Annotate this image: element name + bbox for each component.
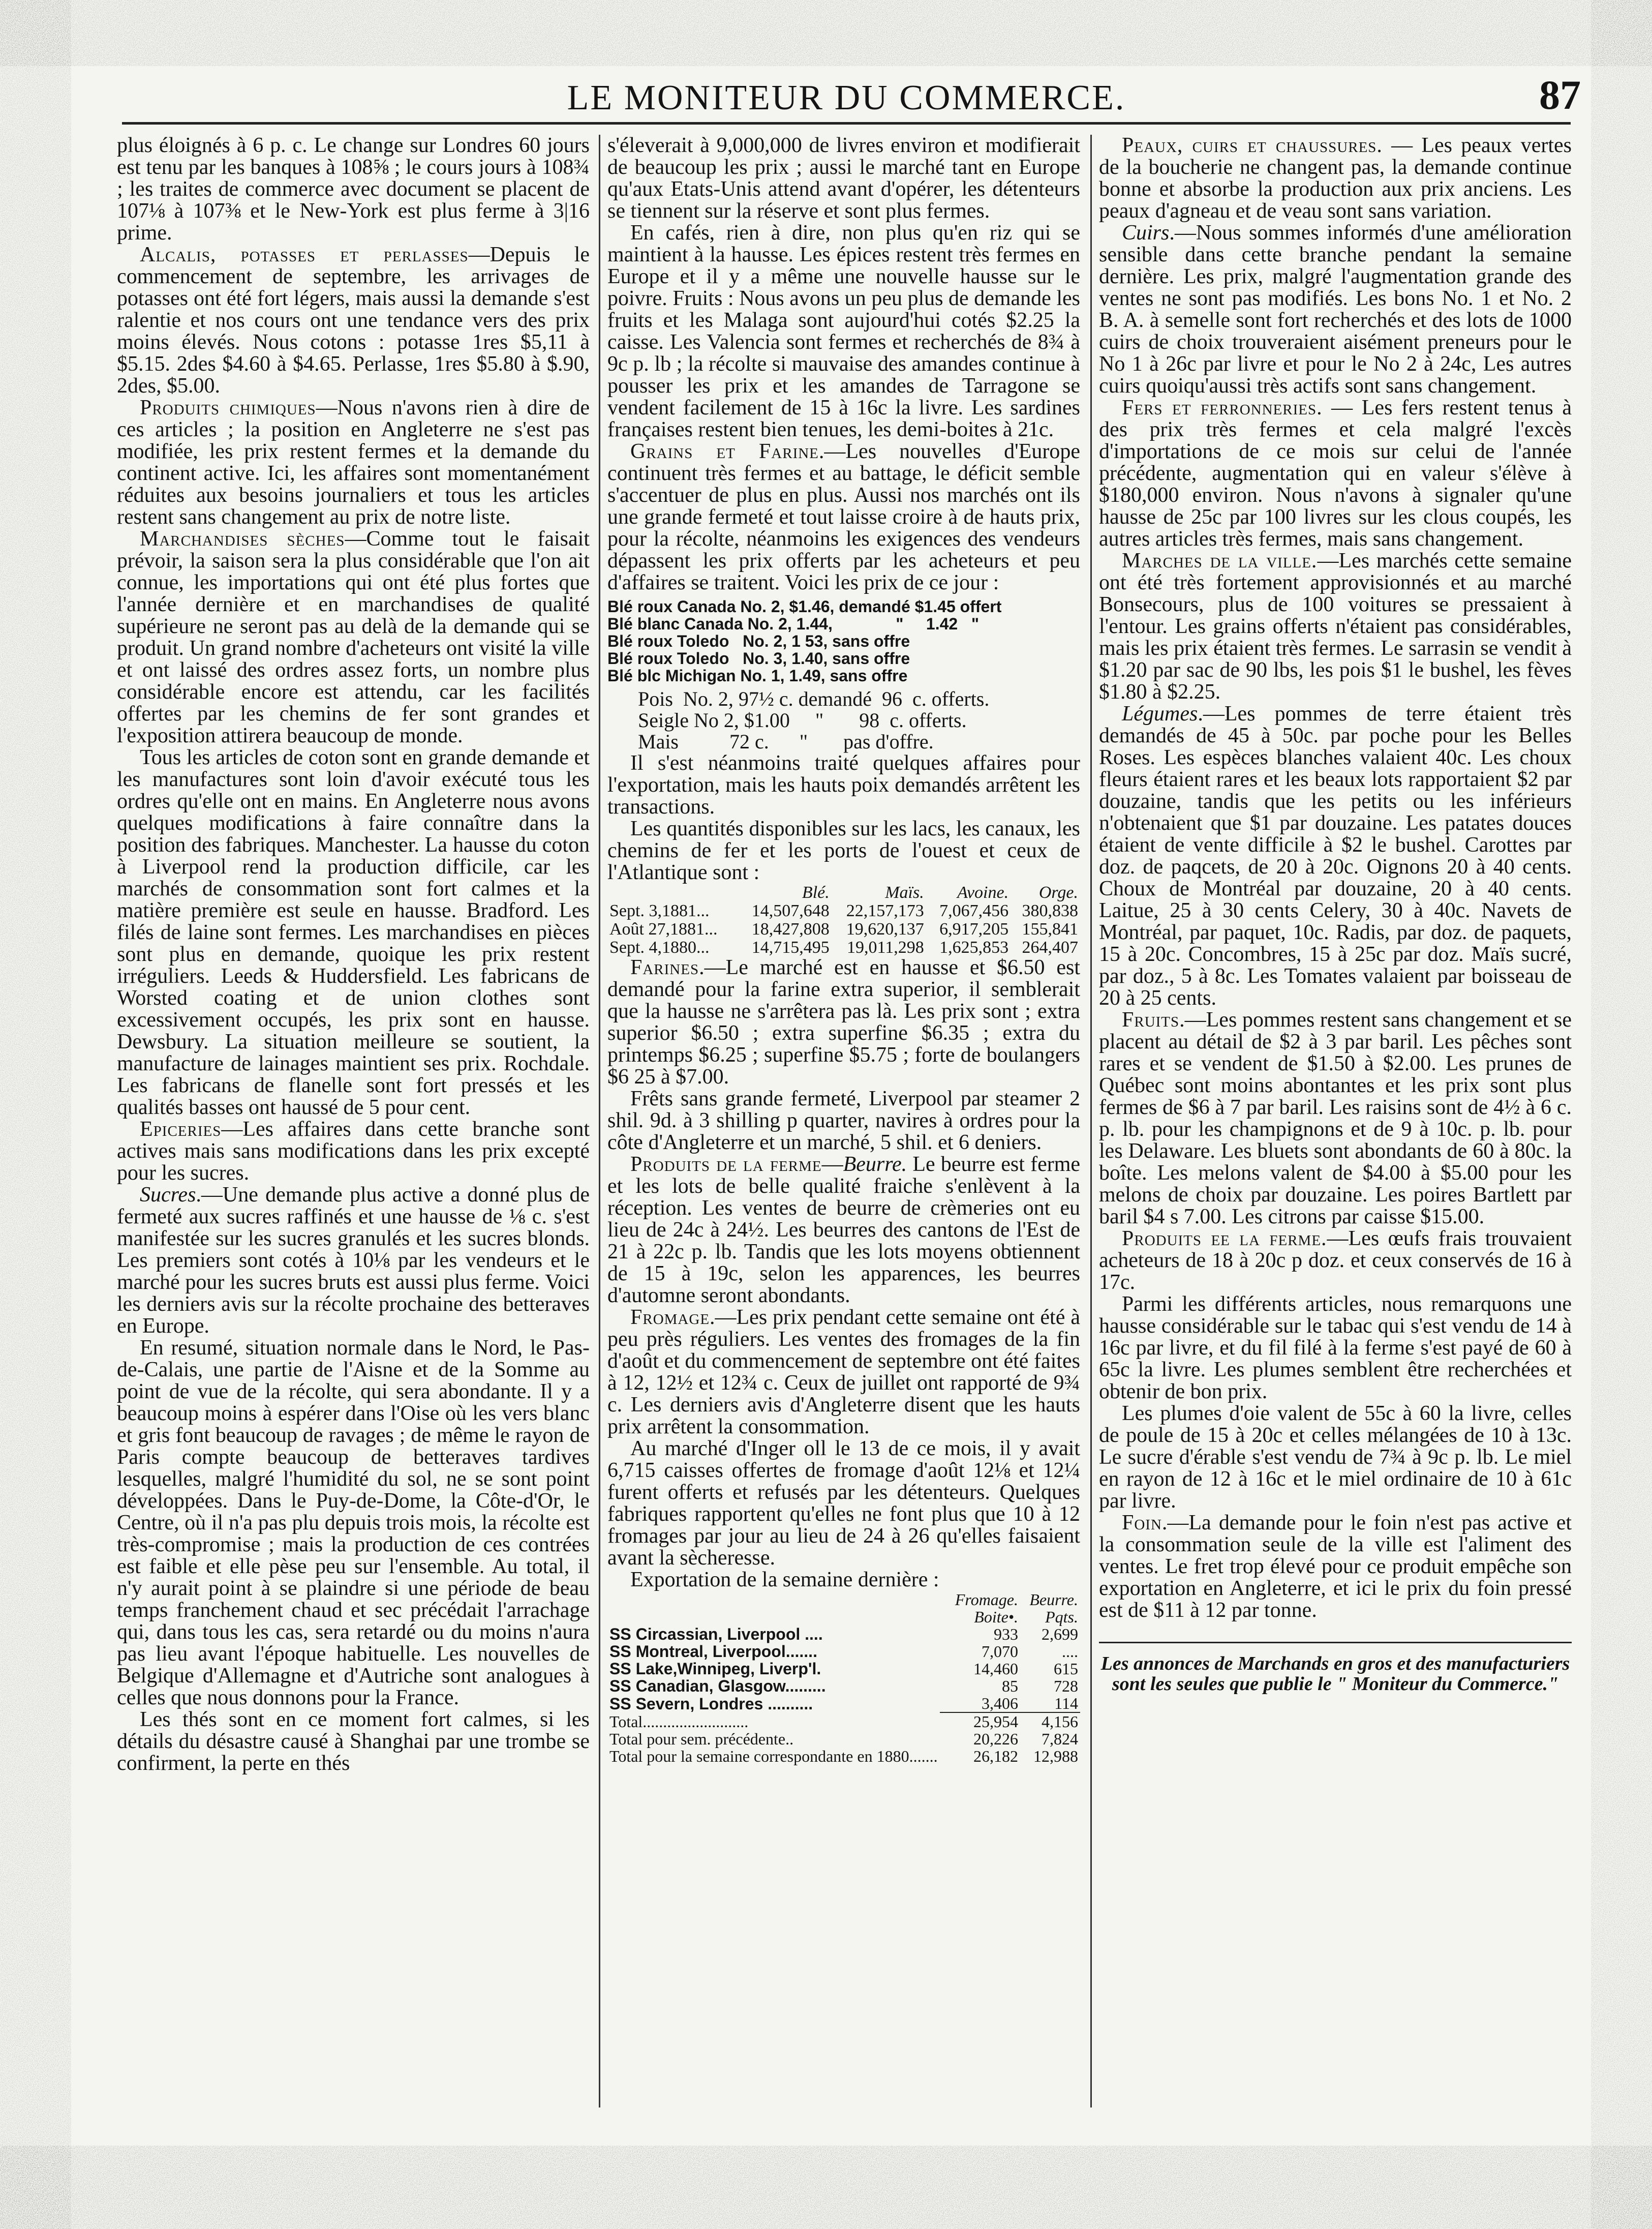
table-cell: Total pour sem. précédente..: [609, 1730, 794, 1748]
table-cell: 26,182: [973, 1747, 1018, 1765]
export-table: [607, 1591, 1080, 1765]
column-1: [117, 135, 590, 2118]
page-number: 87: [1539, 72, 1581, 118]
table-header-row: [607, 1591, 1080, 1625]
section-heading: Produits de la ferme: [630, 1153, 822, 1176]
section-heading: Fers et ferronneries.: [1122, 396, 1323, 419]
table-cell: 380,838: [1022, 901, 1078, 920]
paragraph: Exportation de la semaine dernière :: [630, 1568, 939, 1591]
paragraph-text: — Les peaux vertes de la boucherie ne changent pas, la demande continue bonne et absorbe la production aux prix anciens. Les peaux d'agneau et de veau sont sans variation.: [1099, 135, 1572, 223]
table-cell: Sept. 3,1881...: [609, 901, 710, 920]
price-row: Blé roux Canada No. 2, $1.46, demandé $1.45 offert: [607, 597, 1002, 616]
table-cell: 7,824: [1042, 1730, 1078, 1748]
table-header: [607, 884, 737, 902]
paragraph-text: —Les marchés cette semaine ont été très fortement approvisionnés et au marché Bonsecours, plus de 100 voitures se pressaient à l'entour. Les grains offerts n'étaient pas considérables, mais les prix étaient très fermes. Le sarrasin se vendit à $1.20 par sac de 90 lbs, les pois $1 le bushel, les fèves $1.80 à $2.25.: [1099, 549, 1572, 704]
table-cell: 1,625,853: [939, 938, 1009, 957]
table-row: [607, 939, 1080, 957]
paragraph-text: .—Les nouvelles d'Europe continuent très fermes et au battage, le déficit semble s'accentuer de plus en plus. Aussi nos marchés ont ils une grande fermeté et tout laisse croire à de hauts prix, pour la récolte, néanmoins les exigences des vendeurs dépassent les prix offerts par les acheteurs et peu d'affaires se traitent. Voici les prix de ce jour :: [607, 440, 1080, 594]
table-header: Orge.: [1038, 883, 1078, 902]
paragraph: [607, 957, 1080, 1088]
table-cell: SS Circassian, Liverpool ....: [609, 1625, 823, 1643]
paragraph: En cafés, rien à dire, non plus qu'en riz qui se maintient à la hausse. Les épices restent très fermes en Europe et il y a même une nouvelle hausse sur le poivre. Fruits : Nous avons un peu plus de demande les fruits et les Malaga sont aujourd'hui cotés $2.25 la caisse. Les Valencia sont fermes et recherchés de 8¾ à 9c p. lb ; la récolte si mauvaise des amandes continue à pousser les prix et les amandes de Tarragone se vendent facilement de 15 à 16c la livre. Les sardines françaises restent bien tenues, les demi-boites à 21c.: [607, 221, 1080, 441]
paragraph-text: —Les œufs frais trouvaient acheteurs de 18 à 20c p doz. et ceux conservés de 16 à 17c.: [1099, 1227, 1572, 1294]
table-cell: 85: [1002, 1677, 1018, 1695]
table-cell: 155,841: [1022, 920, 1078, 939]
paragraph: En resumé, situation normale dans le Nord, le Pas-de-Calais, une partie de l'Aisne et de la Somme au point de vue de la récolte, qui sera abondante. Il y a beaucoup moins à espérer dans l'Oise où les vers blanc et gris font beaucoup de ravages ; de même le rayon de Paris compte beaucoup de betteraves tardives lesquelles, malgré l'humidité du sol, ne se sont point développées. Dans le Puy-de-Dome, la Côte-d'Or, le Centre, où il n'a pas plu depuis trois mois, la récolte est très-compromise ; mais la production de ces contrées est faible et elle pèse peu sur l'ensemble. Au total, il n'y aurait point à se plaindre si une période de beau temps franchement chaud et sec précédait l'arrachage qui, dans tous les cas, sera retardé ou du moins n'aura pas lieu avant l'époque habituelle. Les nouvelles de Belgique d'Allemagne et d'Autriche sont analogues à celles que nous donnons pour la France.: [117, 1336, 590, 1709]
paragraph: [1099, 1228, 1572, 1293]
table-row: [607, 1643, 1080, 1660]
section-heading: Marchandises sèches: [140, 527, 345, 551]
section-heading: Farines: [630, 956, 699, 979]
masthead: [122, 72, 1581, 125]
table-cell: SS Canadian, Glasgow.........: [609, 1677, 826, 1695]
paragraph: [117, 528, 590, 747]
table-header: Blé.: [802, 883, 830, 902]
table-cell: Sept. 4,1880...: [609, 938, 710, 957]
table-cell: 25,954: [940, 1712, 1020, 1730]
table-cell: SS Severn, Londres ..........: [609, 1694, 813, 1713]
section-heading: Produits ee la ferme.: [1122, 1227, 1327, 1250]
price-row: Pois No. 2, 97½ c. demandé 96 c. offerts.: [638, 687, 990, 710]
table-cell: 14,507,648: [751, 901, 830, 920]
table-cell: 3,406: [982, 1694, 1018, 1712]
table-row: [607, 1695, 1080, 1712]
paragraph: Au marché d'Inger oll le 13 de ce mois, il y avait 6,715 caisses offertes de fromage d'août 12⅛ et 12¼ furent offerts et refusés par les détenteurs. Quelques fabriques rapportent qu'elles ne font plus que 10 à 12 fromages par jour au lieu de 24 à 26 qu'elles faisaient avant la sècheresse.: [607, 1437, 1080, 1570]
table-cell: 7,067,456: [939, 901, 1009, 920]
table-cell: 20,226: [973, 1730, 1018, 1748]
section-heading: Epiceries: [140, 1118, 222, 1141]
paragraph: [117, 397, 590, 528]
price-row: Blé roux Toledo No. 2, 1 53, sans offre: [607, 632, 910, 650]
table-cell: 19,620,137: [846, 920, 924, 939]
section-heading: Marches de la ville.: [1122, 549, 1318, 573]
paragraph: Les quantités disponibles sur les lacs, les canaux, les chemins de fer et les ports de l'ouest et ceux de l'Atlantique sont :: [607, 817, 1080, 884]
table-cell: 19,011,298: [846, 938, 924, 957]
paragraph-text: .—Les pommes de terre étaient très demandés de 45 à 50c. par poche pour les Belles Roses. Les espèces blanches valaient 40c. Les choux fleurs étaient rares et les beaux lots rapportaient $2 par douzaine, tandis que les petits ou les inférieurs n'obtenaient que $1 par douzaine. Les patates douces étaient de vente difficile à $2 le bushel. Carottes par doz. de paqcets, de 20 à 20c. Oignons 20 à 40 cents. Choux de Montréal par douzaine, 20 à 40 cents. Laitue, 25 à 30 cents Celery, 30 à 40c. Navets de Montréal, par paquet, 10c. Radis, par doz. de paquets, 15 à 20c. Concombres, 15 à 25c par doz. Maïs sucré, par doz., 5 à 8c. Les Tomates valaient par boisseau de 20 à 25 cents.: [1099, 702, 1572, 1010]
section-heading: Foin: [1122, 1511, 1162, 1534]
paragraph-text: .—Les prix pendant cette semaine ont été à peu près réguliers. Les ventes des fromages de la fin d'août et du commencement de septembre ont été faites à 12, 12½ et 12¾ c. Ceux de juillet ont rapporté de 9¾ c. Les derniers avis d'Angleterre disent que les hauts prix arrêtent la consommation.: [607, 1306, 1080, 1438]
price-row: Blé roux Toledo No. 3, 1.40, sans offre: [607, 649, 910, 668]
paragraph: [1099, 397, 1572, 550]
table-cell: 18,427,808: [751, 920, 830, 939]
paragraph-text: —Comme tout le faisait prévoir, la saison sera la plus considérable que l'on ait connue, les importations qui ont été plus fortes que l'année dernière et en marchandises de qualité supérieure ne seront pas au delà de la demande qui se produit. Un grand nombre d'acheteurs ont visité la ville et ont laissé des ordres assez forts, un nombre plus considérable encore est attendu, car les facilités offertes par les chemins de fer sont grandes et l'exposition attirera beaucoup de monde.: [117, 527, 590, 747]
paragraph-text: —Les affaires dans cette branche sont actives mais sans modifications dans les prix excepté pour les sucres.: [117, 1118, 590, 1185]
table-cell: 6,917,205: [939, 920, 1009, 939]
table-cell: 2,699: [1042, 1625, 1078, 1643]
table-cell: 7,070: [982, 1642, 1018, 1661]
table-cell: 12,988: [1033, 1747, 1078, 1765]
paragraph: Il s'est néanmoins traité quelques affaires pour l'exportation, mais les hauts poix demandés arrêtent les transactions.: [607, 751, 1080, 819]
paragraph-text: .—Le marché est en hausse et $6.50 est demandé pour la farine extra superior, il semblerait que la hausse ne s'arrêtera pas là. Les prix sont ; extra superior $6.50 ; extra superfine $6.35 ; extra du printemps $6.25 ; superfine $5.75 ; forte de boulangers $6 25 à $7.00.: [607, 956, 1080, 1089]
table-row: [607, 1625, 1080, 1643]
publisher-notice: Les annonces de Marchands en gros et des manufacturiers sont les seules que publie le " Moniteur du Commerce.": [1099, 1642, 1572, 1694]
paragraph-text: .—Nous sommes informés d'une amélioration sensible dans cette branche pendant la semaine dernière. Les prix, malgré l'augmentation grande des ventes ne sont pas modifiés. Les bons No. 1 et No. 2 B. A. à semelle sont fort recherchés et des lots de 1000 cuirs de choix trouveraient aisément preneurs pour le No 1 à 26c par livre et pour le No 2 à 24c, Les autres cuirs quoiqu'aussi très actifs sont sans changement.: [1099, 221, 1572, 398]
paragraph-text: —Depuis le commencement de septembre, les arrivages de potasses ont été fort légers, mais aussi la demande s'est ralentie et nos cours ont une tendance vers des prix moins élevés. Nous cotons : potasse 1res $5,11 à $5.15. 2des $4.60 à $4.65. Perlasse, 1res $5.80 à $.90, 2des, $5.00.: [117, 243, 590, 398]
table-header: Beurre. Pqts.: [1029, 1590, 1078, 1626]
table-row: [607, 902, 1080, 920]
table-total-row: [607, 1748, 1080, 1765]
grain-stock-table: [607, 884, 1080, 957]
paragraph: [117, 244, 590, 397]
section-heading: Produits chimiques: [140, 396, 316, 419]
table-header: Avoine.: [957, 883, 1009, 902]
paragraph: [1099, 703, 1572, 1009]
section-heading: Cuirs: [1122, 221, 1170, 245]
table-header: Maïs.: [885, 883, 924, 902]
column-rule-2: [1090, 135, 1092, 2107]
paragraph: [1099, 1512, 1572, 1621]
paragraph: plus éloignés à 6 p. c. Le change sur Londres 60 jours est tenu par les banques à 108⅝ ; le cours jours à 108¾ ; les traites de commerce avec document se placent de 107⅛ à 107⅜ et le New-York est plus ferme à 3|16 prime.: [117, 135, 590, 245]
paragraph-text: .—La demande pour le foin n'est pas active et la consommation seule de la ville est l'aliment des ventes. Le fret trop élevé pour ce produit empêche son exportation en Angleterre, et ici le prix du foin pressé est de $11 à 12 par tonne.: [1099, 1511, 1572, 1622]
paragraph-text: .—Une demande plus active a donné plus de fermeté aux sucres raffinés et une hausse de ⅛ c. s'est manifestée sur les sucres granulés et les sucres blonds. Les premiers sont cotés à 10⅛ par les vendeurs et le marché pour les sucres bruts est aussi plus ferme. Voici les derniers avis sur la récolte prochaine des betteraves en Europe.: [117, 1183, 590, 1338]
paragraph-text: — Les fers restent tenus à des prix très fermes et cela malgré l'excès d'importations de ce mois sur celui de l'année précédente, augmentation qui en valeur s'élève à $180,000 environ. Nous n'avons à signaler qu'une hausse de 25c par 100 livres sur les clous coupés, les autres articles très fermes, mais sans changement.: [1099, 396, 1572, 551]
table-cell: SS Montreal, Liverpool.......: [609, 1642, 817, 1661]
paragraph-text: .—Les pommes restent sans changement et se placent au détail de $2 à 3 par baril. Les pêches sont rares et se vendent de $1.50 à $2.00. Les prunes de Québec sont moins abontantes et les prix sont plus fermes de $6 à 7 par baril. Les raisins sont de 4½ à 6 c. p. lb. pour les champignons et de 9 à 10c. p. lb. pour les Delaware. Les bluets sont abondants de 60 à 80c. la boîte. Les melons valent de $4.00 à $5.00 pour les melons de choix par douzaine. Les poires Bartlett par baril $4 s 7.00. Les citrons par caisse $15.00.: [1099, 1008, 1572, 1228]
table-header-row: [607, 884, 1080, 902]
paragraph: s'éleverait à 9,000,000 de livres environ et modifierait de beaucoup les prix ; aussi le marché tant en Europe qu'aux Etats-Unis attend avant d'opérer, les détenteurs se tiennent sur la réserve et sont plus fermes.: [607, 135, 1080, 223]
section-subheading: Beurre.: [843, 1153, 907, 1176]
table-cell: 14,715,495: [751, 938, 830, 957]
table-total-row: [607, 1730, 1080, 1748]
paragraph-text: —Nous n'avons rien à dire de ces articles ; la position en Angleterre ne s'est pas modifiée, les prix restent fermes et la demande du continent active. Ici, les affaires sont momentanément réduites aux besoins journaliers et tous les articles restent sans changement au prix de notre liste.: [117, 396, 590, 529]
section-heading: Grains et Farine: [630, 440, 819, 463]
table-cell: 22,157,173: [846, 901, 924, 920]
table-cell: 933: [994, 1625, 1018, 1643]
section-heading: Légumes: [1122, 702, 1198, 726]
paragraph: [1099, 222, 1572, 397]
paragraph: [607, 1307, 1080, 1438]
table-cell: 728: [1054, 1677, 1078, 1695]
price-row: Blé blanc Canada No. 2, 1.44, " 1.42 ": [607, 615, 980, 633]
price-row: Blé blc Michigan No. 1, 1.49, sans offre: [607, 667, 908, 685]
section-heading: Fruits: [1122, 1008, 1180, 1032]
paragraph: Les thés sont en ce moment fort calmes, si les détails du désastre causé à Shanghai par une trombe se confirment, la perte en thés: [117, 1708, 590, 1775]
section-heading: Fromage: [630, 1306, 710, 1329]
paragraph: [607, 441, 1080, 594]
price-row: Seigle No 2, $1.00 " 98 c. offerts.: [638, 709, 967, 732]
paragraph: Les plumes d'oie valent de 55c à 60 la livre, celles de poule de 15 à 20c et celles mélangées de 10 à 13c. Le sucre d'érable s'est vendu de 7¾ à 9c p. lb. Le miel en rayon de 12 à 16c et le miel ordinaire de 10 à 61c par livre.: [1099, 1402, 1572, 1513]
page-title: LE MONITEUR DU COMMERCE.: [567, 78, 1126, 117]
table-cell: Total pour la semaine correspondante en 1880.......: [609, 1747, 938, 1765]
table-row: [607, 920, 1080, 939]
table-cell: ....: [1062, 1642, 1078, 1661]
paragraph: [1099, 550, 1572, 703]
paragraph: Parmi les différents articles, nous remarquons une hausse considérable sur le tabac qui s'est vendu de 14 à 16c par livre, et du fil filé à la ferme s'est payé de 60 à 65c la livre. Les plumes semblent être recherchées et obtenir de bon prix.: [1099, 1292, 1572, 1403]
column-3: [1099, 135, 1572, 2118]
table-cell: 4,156: [1020, 1712, 1080, 1730]
column-rule-1: [599, 135, 600, 2107]
column-2: [607, 135, 1080, 2118]
section-heading: Sucres: [140, 1183, 196, 1207]
table-row: [607, 1660, 1080, 1677]
paragraph: Tous les articles de coton sont en grande demande et les manufactures sont loin d'avoir exécuté tous les ordres qu'elle ont en mains. En Angleterre nous avons quelques modifications à faire connaître dans la position des fabriques. Manchester. La hausse du coton à Liverpool rend la production difficile, car les marchés de consommation sont fort calmes et la matière première est seule en hausse. Bradford. Les filés de laine sont fermes. Les marchandises en pièces sont plus en demande, quoique les prix restent irréguliers. Leeds & Huddersfield. Les fabricans de Worsted coating et de union clothes sont excessivement occupés, les prix sont en hausse. Dewsbury. La situation meilleure se soutient, la manufacture de lainages maintient ses prix. Rochdale. Les fabricans de flanelle sont fort pressés et les qualités basses ont haussé de 5 pour cent.: [117, 746, 590, 1119]
paragraph: Produits de la ferme—Beurre. Le beurre est ferme et les lots de belle qualité fraiche s'enlèvent à la réception. Les ventes de beurre de crèmeries ont eu lieu de 24c à 24½. Les beurres des cantons de l'Est de 21 à 22c p. lb. Tandis que les lots moyens obtiennent de 15 à 19c, selon les apparences, les beurres d'automne seront abondants.: [607, 1153, 1080, 1307]
paragraph: [117, 1119, 590, 1184]
table-cell: Août 27,1881...: [609, 920, 718, 939]
table-cell: 264,407: [1022, 938, 1078, 957]
table-cell: 114: [1054, 1694, 1078, 1712]
table-cell: 615: [1054, 1660, 1078, 1678]
paragraph: [1099, 135, 1572, 222]
table-total-row: [607, 1712, 1080, 1730]
section-heading: Peaux, cuirs et chaussures.: [1122, 135, 1383, 157]
wheat-price-list: [607, 598, 1080, 684]
section-heading: Alcalis, potasses et perlasses: [140, 243, 469, 266]
table-header: Fromage. Boite•.: [955, 1590, 1018, 1626]
table-cell: SS Lake,Winnipeg, Liverp'l.: [609, 1660, 821, 1678]
paragraph-text: Le beurre est ferme et les lots de belle qualité fraiche s'enlèvent à la réception. Les ventes de beurre de crèmeries ont eu lieu de 24c à 24½. Les beurres des cantons de l'Est de 21 à 22c p. lb. Tandis que les lots moyens obtiennent de 15 à 19c, selon les apparences, les beurres d'automne seront abondants.: [607, 1153, 1080, 1307]
grain-price-list: [607, 688, 1080, 752]
table-header: [607, 1591, 940, 1625]
paragraph: Frêts sans grande fermeté, Liverpool par steamer 2 shil. 9d. à 3 shilling p quarter, navires à ordres pour la côte d'Angleterre et un marché, 5 shil. et 6 deniers.: [607, 1087, 1080, 1154]
paragraph: [1099, 1009, 1572, 1228]
table-cell: Total..........................: [609, 1712, 749, 1731]
table-row: [607, 1677, 1080, 1695]
paragraph: [117, 1184, 590, 1337]
price-row: Mais 72 c. " pas d'offre.: [638, 730, 934, 753]
table-cell: 14,460: [973, 1660, 1018, 1678]
